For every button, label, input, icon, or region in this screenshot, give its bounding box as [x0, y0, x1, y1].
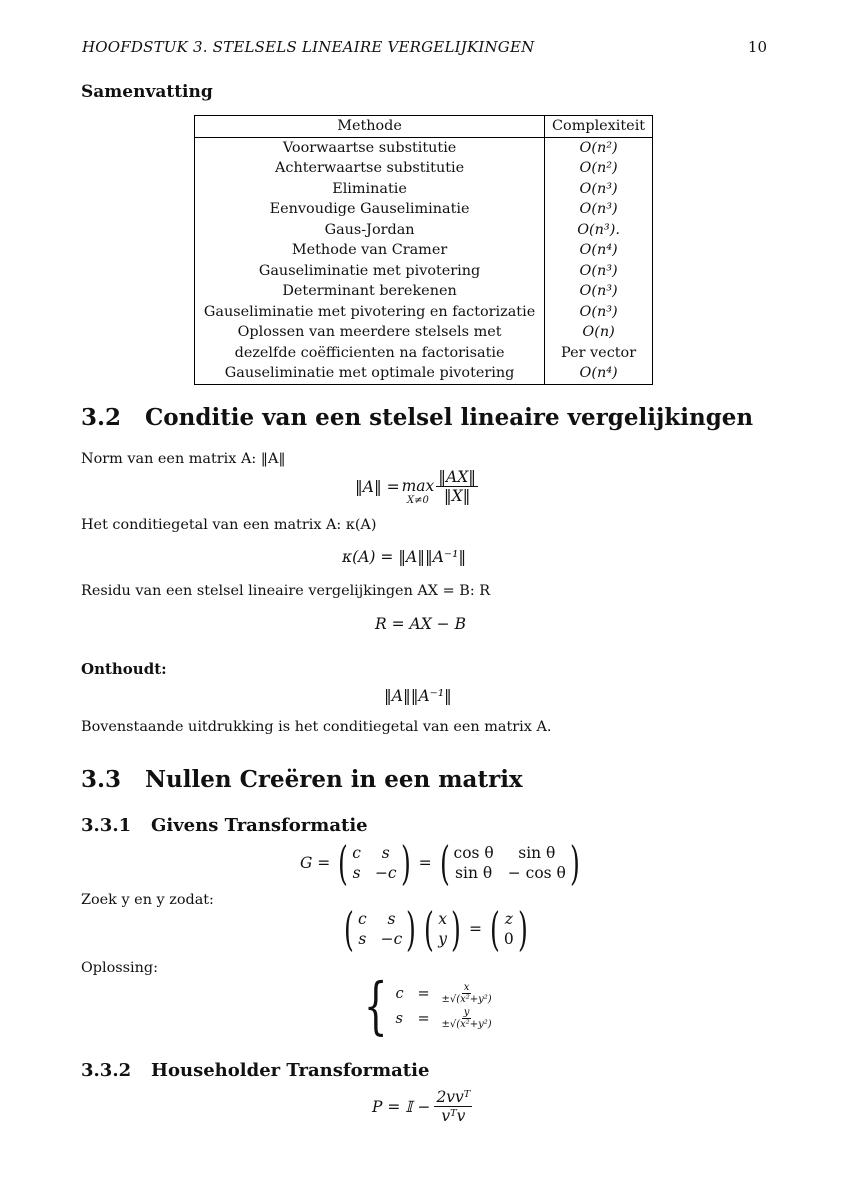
complexity-cell: O(n²)	[579, 160, 618, 176]
subsection-3-3-2-heading	[81, 1060, 429, 1081]
complexity-cell: O(n⁴)	[579, 242, 618, 258]
g-m1-22: −c	[374, 864, 397, 882]
table-row	[195, 199, 653, 220]
subsection-number: 3.3.2	[81, 1060, 132, 1081]
sol-s-eq: =	[417, 1010, 430, 1027]
method-cell: Voorwaartse substitutie	[195, 137, 545, 158]
sys-m-12: s	[387, 910, 396, 928]
vec-x-2: y	[438, 930, 447, 948]
cond-equation: κ(A) = ‖A‖‖A⁻¹‖	[342, 548, 467, 566]
norm-eq-denominator: ‖X‖	[443, 487, 471, 505]
vec-x-1: x	[438, 910, 447, 928]
table-row	[195, 220, 653, 241]
complexity-cell: O(n³).	[577, 221, 620, 238]
g-m1-11: c	[352, 844, 361, 862]
vec-z-2: 0	[503, 930, 514, 948]
section-3-2-heading	[81, 404, 753, 431]
sys-m-11: c	[357, 910, 367, 928]
sol-c-eq: =	[417, 985, 430, 1002]
g-m2-21: sin θ	[455, 864, 493, 882]
givens-equation: G = ( c s s −c ) = ( cos θ sin θ sin θ − cos θ )	[300, 836, 580, 890]
norm-eq-sub: X≠0	[407, 495, 429, 506]
oplossing-text: Oplossing:	[81, 960, 158, 976]
method-cell: Gauseliminatie met pivotering en factorizatie	[195, 302, 545, 323]
solution-system	[356, 969, 494, 1042]
table-row	[195, 363, 653, 384]
method-cell: Oplossen van meerdere stelsels met	[195, 322, 545, 343]
remember-text: Bovenstaande uitdrukking is het conditiegetal van een matrix A.	[81, 719, 552, 735]
table-row	[195, 302, 653, 323]
subsection-3-3-1-heading	[81, 815, 368, 836]
cond-text: Het conditiegetal van een matrix A: κ(A)	[81, 517, 377, 533]
page-number: 10	[747, 38, 767, 56]
table-header-row	[195, 116, 653, 138]
complexity-cell: O(n)	[582, 324, 615, 340]
norm-eq-lhs: ‖A‖ =	[355, 477, 400, 496]
summary-heading: Samenvatting	[81, 82, 213, 102]
sol-c-den: ±√(x²+y²)	[441, 994, 492, 1005]
method-cell: Eliminatie	[195, 179, 545, 200]
table-row	[195, 158, 653, 179]
sol-s-num: y	[463, 1007, 470, 1018]
vec-z-1: z	[504, 910, 513, 928]
method-cell: Methode van Cramer	[195, 240, 545, 261]
subsection-number: 3.3.1	[81, 815, 132, 836]
column-header-complexity: Complexiteit	[545, 116, 653, 138]
table-row	[195, 261, 653, 282]
norm-text: Norm van een matrix A: ‖A‖	[81, 451, 286, 467]
section-number: 3.2	[81, 404, 122, 431]
g-m2-12: sin θ	[518, 844, 556, 862]
complexity-cell: O(n³)	[579, 283, 618, 299]
zoek-text: Zoek y en y zodat:	[81, 892, 214, 908]
complexity-cell: O(n³)	[579, 180, 618, 197]
section-3-3-heading	[81, 766, 523, 793]
table-row	[195, 240, 653, 261]
g-lhs: G =	[300, 854, 331, 872]
complexity-cell: O(n⁴)	[579, 365, 618, 381]
norm-eq-numerator: ‖AX‖	[438, 468, 477, 486]
remember-equation: ‖A‖‖A⁻¹‖	[384, 687, 452, 705]
section-title: Conditie van een stelsel lineaire vergelijkingen	[145, 404, 754, 431]
complexity-table	[194, 115, 653, 385]
method-cell: Eenvoudige Gauseliminatie	[195, 199, 545, 220]
running-header: HOOFDSTUK 3. STELSELS LINEAIRE VERGELIJKINGEN	[82, 38, 535, 56]
column-header-method: Methode	[195, 116, 545, 138]
g-eq-sign: =	[418, 854, 432, 872]
left-brace: {	[363, 969, 388, 1042]
residu-equation: R = AX − B	[375, 615, 466, 633]
complexity-cell: Per vector	[561, 344, 637, 361]
sol-s-var: s	[395, 1010, 403, 1027]
sys-m-21: s	[358, 930, 367, 948]
section-number: 3.3	[81, 766, 122, 793]
norm-eq-max: max	[401, 477, 435, 495]
sys-eq-sign: =	[468, 920, 482, 938]
method-cell: Gauseliminatie met optimale pivotering	[195, 363, 545, 384]
subsection-title: Givens Transformatie	[151, 815, 368, 836]
subsection-title: Householder Transformatie	[151, 1060, 430, 1081]
complexity-cell: O(n³)	[579, 303, 618, 320]
table-row	[195, 343, 653, 364]
section-title: Nullen Creëren in een matrix	[145, 766, 523, 793]
p-numerator: 2vvᵀ	[436, 1088, 471, 1106]
householder-equation	[372, 1088, 472, 1125]
residu-text: Residu van een stelsel lineaire vergelijkingen AX = B: R	[81, 583, 491, 599]
remember-heading: Onthoudt:	[81, 660, 167, 678]
table-row	[195, 322, 653, 343]
table-row	[195, 137, 653, 158]
method-cell: Determinant berekenen	[195, 281, 545, 302]
g-m2-22: − cos θ	[507, 864, 566, 882]
g-m1-21: s	[352, 864, 361, 882]
sol-c-num: x	[463, 982, 470, 993]
g-m2-11: cos θ	[453, 844, 494, 862]
complexity-cell: O(n³)	[579, 262, 618, 279]
complexity-cell: O(n²)	[579, 139, 618, 156]
method-cell: Achterwaartse substitutie	[195, 158, 545, 179]
method-cell: Gaus-Jordan	[195, 220, 545, 241]
table-row	[195, 281, 653, 302]
p-denominator: vᵀv	[441, 1107, 466, 1125]
sol-s-den: ±√(x²+y²)	[441, 1019, 492, 1030]
sys-m-22: −c	[380, 930, 403, 948]
g-m1-12: s	[381, 844, 390, 862]
sol-c-var: c	[395, 985, 404, 1002]
p-lhs: P = 𝕀 −	[372, 1097, 431, 1116]
complexity-cell: O(n³)	[579, 201, 618, 217]
method-cell: Gauseliminatie met pivotering	[195, 261, 545, 282]
givens-system: ( c s s −c ) ( x y ) = ( z 0 )	[344, 902, 528, 956]
norm-equation	[355, 467, 478, 506]
method-cell: dezelfde coëfficienten na factorisatie	[195, 343, 545, 364]
table-row	[195, 179, 653, 200]
